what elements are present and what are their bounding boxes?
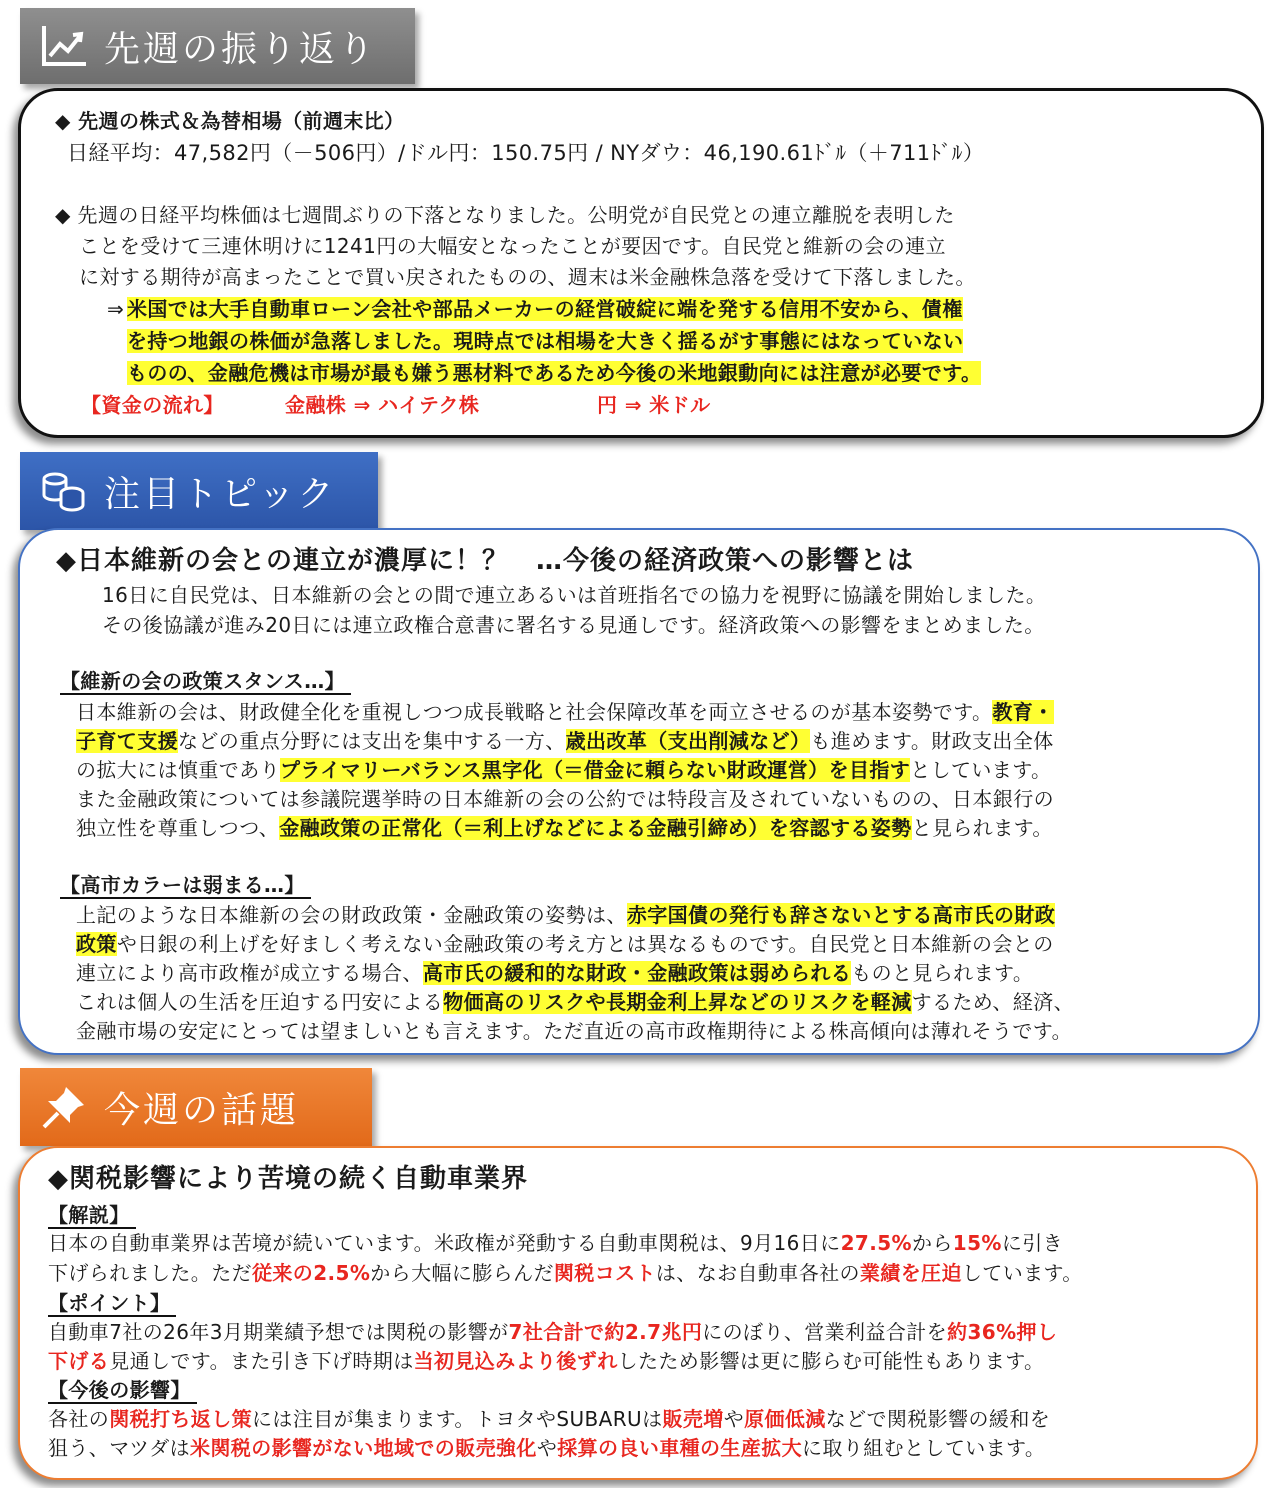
stance-line-5: 独立性を尊重しつつ、金融政策の正常化（＝利上げなどによる金融引締め）を容認する姿勢と見られます。 <box>76 816 1053 840</box>
review-line-1: ◆ 先週の日経平均株価は七週間ぶりの下落となりました。公明党が自民党との連立離脱を表明した <box>55 203 955 227</box>
topic-headline: ◆日本維新の会との連立が濃厚に！？ …今後の経済政策への影響とは <box>56 546 914 576</box>
review-line-3: に対する期待が高まったことで買い戻されたものの、週末は米金融株急落を受けて下落しました。 <box>79 265 976 289</box>
review-box <box>18 88 1264 438</box>
section-tab-topic <box>20 452 378 530</box>
subheading-stance: 【維新の会の政策スタンス…】 <box>60 666 351 696</box>
highlight-line-1: 米国では大手自動車ローン会社や部品メーカーの経営破綻に端を発する信用不安から、債権 <box>127 297 963 321</box>
explain-line-2: 下げられました。ただ従来の2.5%から大幅に膨らんだ関税コストは、なお自動車各社の業績を圧迫しています。 <box>48 1261 1083 1285</box>
section-tab-weekly <box>20 1068 372 1146</box>
outlook-line-1: 各社の関税打ち返し策には注目が集まります。トヨタやSUBARUは販売増や原価低減などで関税影響の緩和を <box>48 1407 1051 1431</box>
takaichi-line-2: 政策や日銀の利上げを好ましく考えない金融政策の考え方とは異なるものです。自民党と日本維新の会との <box>76 932 1054 956</box>
section-title: 今週の話題 <box>104 1089 300 1131</box>
tag-explanation: 【解説】 <box>48 1200 136 1230</box>
stance-line-4: また金融政策については参議院選挙時の日本維新の会の公約では特段言及されていないものの、日本銀行の <box>76 787 1054 811</box>
takaichi-line-5: 金融市場の安定にとっては望ましいとも言えます。ただ直近の高市政権期待による株高傾向は薄れそうです。 <box>76 1019 1072 1043</box>
intro-line-1: 16日に自民党は、日本維新の会との間で連立あるいは首班指名での協力を視野に協議を開始しました。 <box>102 583 1047 607</box>
takaichi-line-4: これは個人の生活を圧迫する円安による物価高のリスクや長期金利上昇などのリスクを軽減するため、経済、 <box>76 990 1075 1014</box>
arrow-mark: ⇒ <box>107 297 125 321</box>
tag-point: 【ポイント】 <box>48 1288 176 1318</box>
section-title: 注目トピック <box>104 473 337 515</box>
section-tab-review <box>20 8 415 84</box>
outlook-line-2: 狙う、マツダは米関税の影響がない地域での販売強化や採算の良い車種の生産拡大に取り組むとしています。 <box>48 1436 1046 1460</box>
highlight-line-2: を持つ地銀の株価が急落しました。現時点では相場を大きく揺るがす事態にはなっていない <box>127 329 964 353</box>
topic-box <box>18 528 1260 1055</box>
review-line-2: ことを受けて三連休明けに1241円の大幅安となったことが要因です。自民党と維新の会の連立 <box>79 234 946 258</box>
tag-outlook: 【今後の影響】 <box>48 1375 197 1405</box>
money-flow-label: 【資金の流れ】 <box>81 393 224 417</box>
intro-line-2: その後協議が進み20日には連立政権合意書に署名する見通しです。経済政策への影響をまとめました。 <box>102 613 1045 637</box>
line-chart-icon <box>38 20 90 72</box>
market-heading: ◆ 先週の株式＆為替相場（前週末比） <box>55 109 405 133</box>
market-values: 日経平均：47,582円（－506円）/ドル円：150.75円 / NYダウ：46,190.61ﾄﾞﾙ（＋711ﾄﾞﾙ） <box>67 141 985 165</box>
takaichi-line-1: 上記のような日本維新の会の財政政策・金融政策の姿勢は、赤字国債の発行も辞さないとする高市氏の財政 <box>76 903 1056 927</box>
subheading-takaichi: 【高市カラーは弱まる…】 <box>60 870 311 900</box>
highlight-line-3: ものの、金融危機は市場が最も嫌う悪材料であるため今後の米地銀動向には注意が必要です。 <box>127 361 982 385</box>
explain-line-1: 日本の自動車業界は苦境が続いています。米政権が発動する自動車関税は、9月16日に27.5%から15%に引き <box>48 1231 1064 1255</box>
takaichi-line-3: 連立により高市政権が成立する場合、高市氏の緩和的な財政・金融政策は弱められるものと見られます。 <box>76 961 1034 985</box>
money-flow-stocks: 金融株 ⇒ ハイテク株 <box>285 393 480 417</box>
money-flow-currency: 円 ⇒ 米ドル <box>597 393 711 417</box>
weekly-headline: ◆関税影響により苦境の続く自動車業界 <box>48 1164 528 1194</box>
stance-line-2: 子育て支援などの重点分野には支出を集中する一方、歳出改革（支出削減など）も進めます。財政支出全体 <box>76 729 1054 753</box>
section-title: 先週の振り返り <box>104 28 378 70</box>
point-line-2: 下げる見通しです。また引き下げ時期は当初見込みより後ずれしたため影響は更に膨らむ可能性もあります。 <box>48 1349 1045 1373</box>
stance-line-3: の拡大には慎重でありプライマリーバランス黒字化（＝借金に頼らない財政運営）を目指すとしています。 <box>76 758 1052 782</box>
stance-line-1: 日本維新の会は、財政健全化を重視しつつ成長戦略と社会保障改革を両立させるのが基本姿勢です。教育・ <box>76 700 1054 724</box>
pushpin-icon <box>38 1081 90 1133</box>
point-line-1: 自動車7社の26年3月期業績予想では関税の影響が7社合計で約2.7兆円にのぼり、営業利益合計を約36%押し <box>48 1320 1058 1344</box>
coins-icon <box>38 465 90 517</box>
weekly-box <box>18 1146 1258 1480</box>
